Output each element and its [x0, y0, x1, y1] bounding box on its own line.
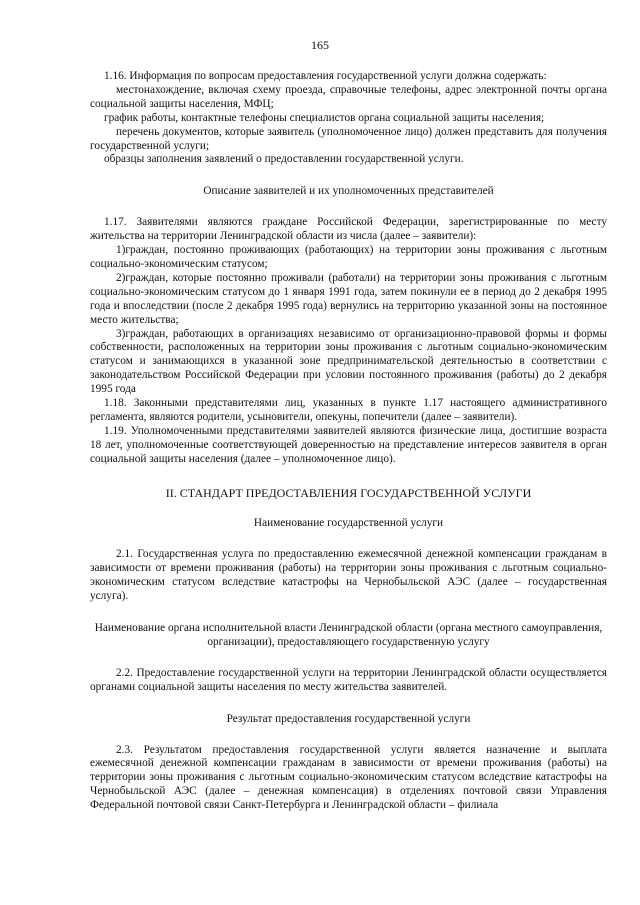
info-paragraph-3: перечень документов, которые заявитель (уполномоченное лицо) должен представить для получения государственной услуги; [90, 125, 607, 152]
heading-applicants: Описание заявителей и их уполномоченных представителей [203, 185, 494, 198]
info-paragraphs [90, 70, 607, 167]
applicant-paragraph-0: 1.17. Заявителями являются граждане Российской Федерации, зарегистрированные по месту жительства на территории Ленинградской области из числа (далее – заявители): [90, 216, 607, 243]
page-number: 165 [311, 38, 329, 52]
paragraph-2-1: 2.1. Государственная услуга по предоставлению ежемесячной денежной компенсации гражданам в зависимости от времени проживания (работы) на территории зоны проживания с льготным социально-экономическим статусом вследствие катастрофы на Чернобыльской АЭС (далее – государственная услуга). [90, 548, 607, 603]
info-paragraph-1: местонахождение, включая схему проезда, справочные телефоны, адрес электронной почты органа социальной защиты населения, МФЦ; [90, 83, 607, 110]
applicant-paragraph-4: 1.18. Законными представителями лиц, указанных в пункте 1.17 настоящего административного регламента, являются родители, усыновители, опекуны, попечители (далее – заявители). [90, 397, 607, 423]
applicant-paragraph-1: 1)граждан, постоянно проживающих (работающих) на территории зоны проживания с льготным социально-экономическим статусом; [90, 244, 607, 270]
document-body [90, 70, 607, 813]
info-paragraph-2: график работы, контактные телефоны специалистов органа социальной защиты населения; [104, 111, 545, 124]
heading-result: Результат предоставления государственной услуги [226, 712, 471, 725]
info-paragraph-4: образцы заполнения заявлений о предоставлении государственной услуги. [104, 153, 464, 166]
info-paragraph-0: 1.16. Информация по вопросам предоставления государственной услуги должна содержать: [104, 70, 547, 82]
paragraph-2-2: 2.2. Предоставление государственной услуги на территории Ленинградской области осуществляется органами социальной защиты населения по месту жительства заявителей. [90, 666, 607, 693]
applicants-paragraphs [90, 216, 607, 466]
applicant-paragraph-2: 2)граждан, которые постоянно проживали (работали) на территории зоны проживания с льготным социально-экономическим статусом до 1 января 1991 года, затем покинули ее в период до 2 декабря 1995 года и впоследствии (после 2 декабря 1995 года) вернулись на территорию указанной зоны на постоянное место жительства; [90, 271, 607, 326]
section-title: II. СТАНДАРТ ПРЕДОСТАВЛЕНИЯ ГОСУДАРСТВЕННОЙ УСЛУГИ [165, 485, 532, 500]
paragraph-2-3: 2.3. Результатом предоставления государственной услуги является назначение и выплата ежемесячной денежной компенсации гражданам в зависимости от времени проживания (работы) на территории зоны проживания с льготным социально-экономическим статусом вследствие катастрофы на Чернобыльской АЭС (далее – денежная компенсация) в отделениях почтовой связи Управления Федеральной почтовой связи Санкт-Петербурга и Ленинградской области – филиала [90, 743, 607, 812]
heading-service-name: Наименование государственной услуги [253, 517, 444, 530]
applicant-paragraph-3: 3)граждан, работающих в организациях независимо от организационно-правовой формы и формы собственности, расположенных на территории зоны проживания с льготным социально-экономическим статусом и занимающихся в указанной зоне предпринимательской деятельностью в соответствии с законодательством Российской Федерации при условии постоянного проживания (работы) до 2 декабря 1995 года [90, 327, 607, 396]
heading-authority: Наименование органа исполнительной власти Ленинградской области (органа местного самоуправления, организации), предоставляющего государственную услугу [94, 622, 603, 648]
applicant-paragraph-5: 1.19. Уполномоченными представителями заявителей являются физические лица, достигшие возраста 18 лет, уполномоченные соответствующей доверенностью на представление интересов заявителя в орган социальной защиты населения (далее – уполномоченное лицо). [90, 424, 607, 465]
